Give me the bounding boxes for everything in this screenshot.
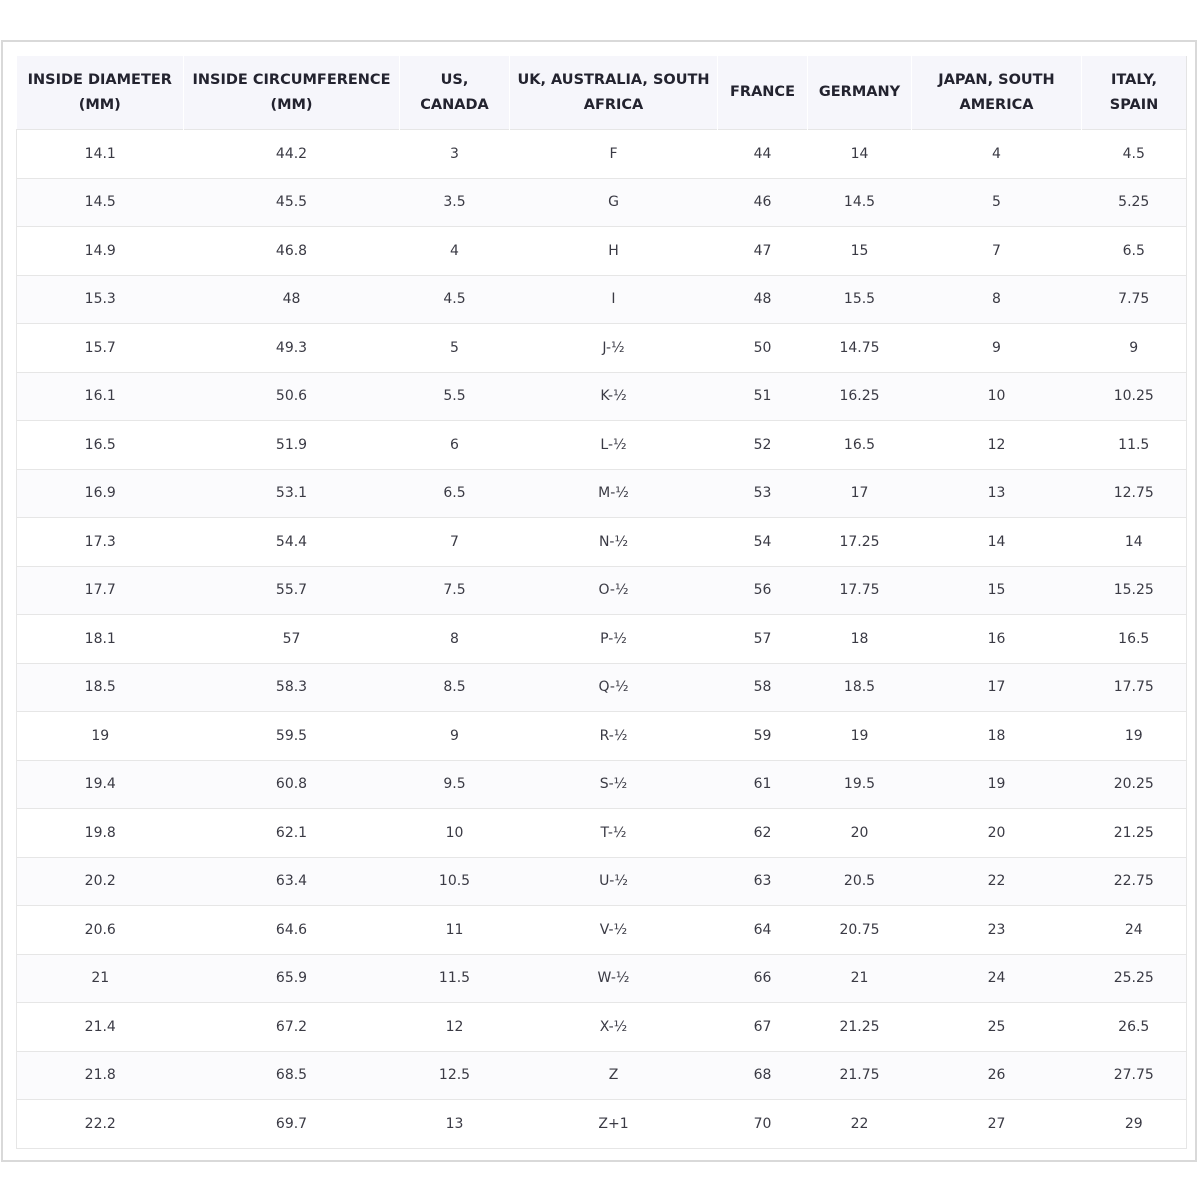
italy-spain-cell: 11.5 [1082, 421, 1187, 470]
us-canada-cell: 10 [400, 809, 510, 858]
table-body [17, 130, 1187, 1149]
france-cell: 62 [718, 809, 808, 858]
germany-cell: 20.5 [808, 857, 912, 906]
us-canada-cell: 4 [400, 227, 510, 276]
japan-south-america-cell: 9 [912, 324, 1082, 373]
japan-south-america-cell: 8 [912, 275, 1082, 324]
germany-cell: 16.5 [808, 421, 912, 470]
italy-spain-cell: 5.25 [1082, 178, 1187, 227]
italy-spain-cell: 15.25 [1082, 566, 1187, 615]
inside-diameter-cell: 22.2 [17, 1100, 184, 1149]
us-canada-cell: 9.5 [400, 760, 510, 809]
inside-circumference-cell: 48 [184, 275, 400, 324]
table-row [17, 178, 1187, 227]
italy-spain-cell: 16.5 [1082, 615, 1187, 664]
us-canada-cell: 7 [400, 518, 510, 567]
inside-diameter-cell: 19 [17, 712, 184, 761]
france-cell: 46 [718, 178, 808, 227]
us-canada-cell: 9 [400, 712, 510, 761]
germany-cell: 21 [808, 954, 912, 1003]
france-cell: 47 [718, 227, 808, 276]
inside-diameter-cell: 14.9 [17, 227, 184, 276]
header-inside-diameter: INSIDE DIAMETER (MM) [17, 56, 184, 130]
uk-australia-south-africa-cell: I [510, 275, 718, 324]
uk-australia-south-africa-cell: Q-½ [510, 663, 718, 712]
germany-cell: 17.75 [808, 566, 912, 615]
inside-diameter-cell: 20.2 [17, 857, 184, 906]
table-row [17, 1100, 1187, 1149]
italy-spain-cell: 29 [1082, 1100, 1187, 1149]
france-cell: 56 [718, 566, 808, 615]
germany-cell: 20.75 [808, 906, 912, 955]
uk-australia-south-africa-cell: Z+1 [510, 1100, 718, 1149]
inside-circumference-cell: 53.1 [184, 469, 400, 518]
uk-australia-south-africa-cell: T-½ [510, 809, 718, 858]
table-row [17, 130, 1187, 179]
inside-circumference-cell: 45.5 [184, 178, 400, 227]
inside-diameter-cell: 20.6 [17, 906, 184, 955]
us-canada-cell: 10.5 [400, 857, 510, 906]
uk-australia-south-africa-cell: Z [510, 1051, 718, 1100]
table-row [17, 906, 1187, 955]
france-cell: 51 [718, 372, 808, 421]
japan-south-america-cell: 12 [912, 421, 1082, 470]
inside-circumference-cell: 55.7 [184, 566, 400, 615]
table-row [17, 227, 1187, 276]
germany-cell: 19.5 [808, 760, 912, 809]
us-canada-cell: 12.5 [400, 1051, 510, 1100]
uk-australia-south-africa-cell: F [510, 130, 718, 179]
us-canada-cell: 8.5 [400, 663, 510, 712]
us-canada-cell: 5.5 [400, 372, 510, 421]
japan-south-america-cell: 5 [912, 178, 1082, 227]
uk-australia-south-africa-cell: M-½ [510, 469, 718, 518]
table-row [17, 712, 1187, 761]
table-row [17, 1003, 1187, 1052]
inside-diameter-cell: 15.7 [17, 324, 184, 373]
header-inside-circumference: INSIDE CIRCUMFERENCE (MM) [184, 56, 400, 130]
france-cell: 50 [718, 324, 808, 373]
japan-south-america-cell: 26 [912, 1051, 1082, 1100]
uk-australia-south-africa-cell: S-½ [510, 760, 718, 809]
france-cell: 58 [718, 663, 808, 712]
uk-australia-south-africa-cell: G [510, 178, 718, 227]
italy-spain-cell: 20.25 [1082, 760, 1187, 809]
uk-australia-south-africa-cell: X-½ [510, 1003, 718, 1052]
italy-spain-cell: 12.75 [1082, 469, 1187, 518]
italy-spain-cell: 10.25 [1082, 372, 1187, 421]
table-row [17, 809, 1187, 858]
japan-south-america-cell: 15 [912, 566, 1082, 615]
japan-south-america-cell: 18 [912, 712, 1082, 761]
germany-cell: 14.5 [808, 178, 912, 227]
inside-circumference-cell: 54.4 [184, 518, 400, 567]
uk-australia-south-africa-cell: W-½ [510, 954, 718, 1003]
japan-south-america-cell: 22 [912, 857, 1082, 906]
table-row [17, 954, 1187, 1003]
table-row [17, 857, 1187, 906]
germany-cell: 20 [808, 809, 912, 858]
us-canada-cell: 12 [400, 1003, 510, 1052]
italy-spain-cell: 6.5 [1082, 227, 1187, 276]
inside-diameter-cell: 14.5 [17, 178, 184, 227]
japan-south-america-cell: 16 [912, 615, 1082, 664]
italy-spain-cell: 26.5 [1082, 1003, 1187, 1052]
italy-spain-cell: 19 [1082, 712, 1187, 761]
us-canada-cell: 6 [400, 421, 510, 470]
france-cell: 61 [718, 760, 808, 809]
us-canada-cell: 7.5 [400, 566, 510, 615]
us-canada-cell: 11.5 [400, 954, 510, 1003]
japan-south-america-cell: 10 [912, 372, 1082, 421]
inside-diameter-cell: 21.4 [17, 1003, 184, 1052]
inside-diameter-cell: 15.3 [17, 275, 184, 324]
japan-south-america-cell: 24 [912, 954, 1082, 1003]
inside-circumference-cell: 49.3 [184, 324, 400, 373]
table-row [17, 566, 1187, 615]
germany-cell: 14.75 [808, 324, 912, 373]
germany-cell: 17.25 [808, 518, 912, 567]
inside-diameter-cell: 18.1 [17, 615, 184, 664]
uk-australia-south-africa-cell: R-½ [510, 712, 718, 761]
japan-south-america-cell: 27 [912, 1100, 1082, 1149]
germany-cell: 14 [808, 130, 912, 179]
inside-diameter-cell: 17.7 [17, 566, 184, 615]
france-cell: 70 [718, 1100, 808, 1149]
uk-australia-south-africa-cell: H [510, 227, 718, 276]
us-canada-cell: 13 [400, 1100, 510, 1149]
germany-cell: 17 [808, 469, 912, 518]
table-row [17, 469, 1187, 518]
italy-spain-cell: 21.25 [1082, 809, 1187, 858]
inside-circumference-cell: 69.7 [184, 1100, 400, 1149]
inside-diameter-cell: 16.9 [17, 469, 184, 518]
inside-circumference-cell: 68.5 [184, 1051, 400, 1100]
germany-cell: 21.25 [808, 1003, 912, 1052]
table-frame [1, 40, 1197, 1162]
inside-circumference-cell: 62.1 [184, 809, 400, 858]
inside-circumference-cell: 51.9 [184, 421, 400, 470]
japan-south-america-cell: 19 [912, 760, 1082, 809]
inside-diameter-cell: 14.1 [17, 130, 184, 179]
uk-australia-south-africa-cell: U-½ [510, 857, 718, 906]
inside-diameter-cell: 17.3 [17, 518, 184, 567]
italy-spain-cell: 25.25 [1082, 954, 1187, 1003]
japan-south-america-cell: 17 [912, 663, 1082, 712]
table-row [17, 275, 1187, 324]
inside-diameter-cell: 19.4 [17, 760, 184, 809]
inside-circumference-cell: 58.3 [184, 663, 400, 712]
italy-spain-cell: 14 [1082, 518, 1187, 567]
italy-spain-cell: 17.75 [1082, 663, 1187, 712]
header-italy-spain: ITALY, SPAIN [1082, 56, 1187, 130]
uk-australia-south-africa-cell: O-½ [510, 566, 718, 615]
inside-circumference-cell: 67.2 [184, 1003, 400, 1052]
uk-australia-south-africa-cell: K-½ [510, 372, 718, 421]
uk-australia-south-africa-cell: P-½ [510, 615, 718, 664]
italy-spain-cell: 22.75 [1082, 857, 1187, 906]
header-france: FRANCE [718, 56, 808, 130]
table-row [17, 760, 1187, 809]
us-canada-cell: 3 [400, 130, 510, 179]
italy-spain-cell: 7.75 [1082, 275, 1187, 324]
japan-south-america-cell: 7 [912, 227, 1082, 276]
inside-diameter-cell: 16.5 [17, 421, 184, 470]
france-cell: 57 [718, 615, 808, 664]
table-row [17, 372, 1187, 421]
inside-diameter-cell: 21.8 [17, 1051, 184, 1100]
inside-diameter-cell: 16.1 [17, 372, 184, 421]
germany-cell: 15 [808, 227, 912, 276]
us-canada-cell: 3.5 [400, 178, 510, 227]
inside-diameter-cell: 18.5 [17, 663, 184, 712]
japan-south-america-cell: 20 [912, 809, 1082, 858]
header-germany: GERMANY [808, 56, 912, 130]
header-japan-south-america: JAPAN, SOUTH AMERICA [912, 56, 1082, 130]
uk-australia-south-africa-cell: V-½ [510, 906, 718, 955]
france-cell: 67 [718, 1003, 808, 1052]
germany-cell: 18 [808, 615, 912, 664]
italy-spain-cell: 4.5 [1082, 130, 1187, 179]
japan-south-america-cell: 23 [912, 906, 1082, 955]
japan-south-america-cell: 13 [912, 469, 1082, 518]
france-cell: 53 [718, 469, 808, 518]
germany-cell: 15.5 [808, 275, 912, 324]
japan-south-america-cell: 14 [912, 518, 1082, 567]
table-row [17, 615, 1187, 664]
table-row [17, 518, 1187, 567]
uk-australia-south-africa-cell: J-½ [510, 324, 718, 373]
france-cell: 59 [718, 712, 808, 761]
france-cell: 64 [718, 906, 808, 955]
france-cell: 63 [718, 857, 808, 906]
inside-circumference-cell: 59.5 [184, 712, 400, 761]
ring-size-conversion-table [16, 56, 1187, 1149]
table-row [17, 324, 1187, 373]
japan-south-america-cell: 25 [912, 1003, 1082, 1052]
table-row [17, 421, 1187, 470]
italy-spain-cell: 9 [1082, 324, 1187, 373]
table-row [17, 663, 1187, 712]
us-canada-cell: 4.5 [400, 275, 510, 324]
us-canada-cell: 8 [400, 615, 510, 664]
us-canada-cell: 5 [400, 324, 510, 373]
us-canada-cell: 6.5 [400, 469, 510, 518]
germany-cell: 18.5 [808, 663, 912, 712]
germany-cell: 22 [808, 1100, 912, 1149]
germany-cell: 19 [808, 712, 912, 761]
us-canada-cell: 11 [400, 906, 510, 955]
inside-circumference-cell: 50.6 [184, 372, 400, 421]
inside-circumference-cell: 63.4 [184, 857, 400, 906]
france-cell: 48 [718, 275, 808, 324]
inside-circumference-cell: 44.2 [184, 130, 400, 179]
inside-diameter-cell: 21 [17, 954, 184, 1003]
france-cell: 54 [718, 518, 808, 567]
header-uk-australia-south-africa: UK, AUSTRALIA, SOUTH AFRICA [510, 56, 718, 130]
table-header-row [17, 56, 1187, 130]
france-cell: 44 [718, 130, 808, 179]
inside-circumference-cell: 60.8 [184, 760, 400, 809]
italy-spain-cell: 24 [1082, 906, 1187, 955]
header-us-canada: US, CANADA [400, 56, 510, 130]
inside-diameter-cell: 19.8 [17, 809, 184, 858]
inside-circumference-cell: 46.8 [184, 227, 400, 276]
france-cell: 52 [718, 421, 808, 470]
germany-cell: 21.75 [808, 1051, 912, 1100]
italy-spain-cell: 27.75 [1082, 1051, 1187, 1100]
france-cell: 66 [718, 954, 808, 1003]
france-cell: 68 [718, 1051, 808, 1100]
inside-circumference-cell: 57 [184, 615, 400, 664]
uk-australia-south-africa-cell: N-½ [510, 518, 718, 567]
inside-circumference-cell: 64.6 [184, 906, 400, 955]
uk-australia-south-africa-cell: L-½ [510, 421, 718, 470]
table-row [17, 1051, 1187, 1100]
japan-south-america-cell: 4 [912, 130, 1082, 179]
inside-circumference-cell: 65.9 [184, 954, 400, 1003]
germany-cell: 16.25 [808, 372, 912, 421]
